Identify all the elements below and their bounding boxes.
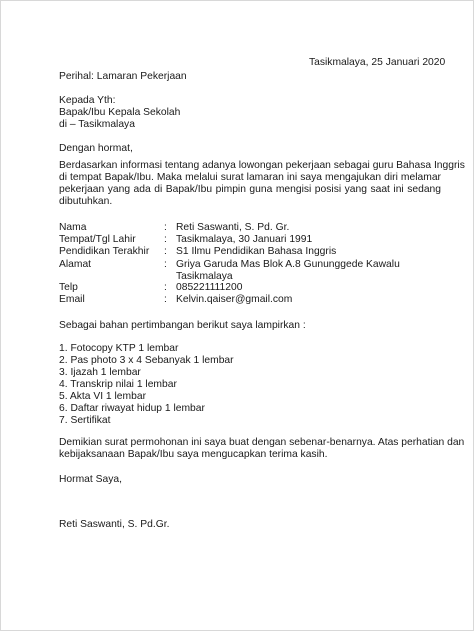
signature-name: Reti Saswanti, S. Pd.Gr. bbox=[59, 519, 170, 530]
closing-salutation: Hormat Saya, bbox=[59, 474, 122, 485]
detail-value-nama: Reti Saswanti, S. Pd. Gr. bbox=[176, 222, 290, 233]
recipient-line: di – Tasikmalaya bbox=[59, 119, 135, 130]
detail-label-telp: Telp bbox=[59, 282, 78, 293]
detail-colon: : bbox=[164, 246, 167, 257]
list-item: 4. Transkrip nilai 1 lembar bbox=[59, 379, 177, 390]
list-item: 3. Ijazah 1 lembar bbox=[59, 367, 141, 378]
paragraph-line: kebijaksanaan Bapak/Ibu saya mengucapkan terima kasih. bbox=[59, 449, 328, 460]
detail-colon: : bbox=[164, 259, 167, 270]
detail-label-alamat: Alamat bbox=[59, 259, 92, 270]
recipient-line: Kepada Yth: bbox=[59, 95, 116, 106]
detail-label-email: Email bbox=[59, 294, 85, 305]
list-item: 7. Sertifikat bbox=[59, 415, 111, 426]
paragraph-line: di tempat Bapak/Ibu. Maka melalui surat lamaran ini saya mengajukan diri melamar bbox=[59, 172, 441, 183]
greeting: Dengan hormat, bbox=[59, 143, 133, 154]
subject-line: Perihal: Lamaran Pekerjaan bbox=[59, 71, 187, 82]
detail-value-email: Kelvin.qaiser@gmail.com bbox=[176, 294, 293, 305]
paragraph-line: Berdasarkan informasi tentang adanya lowongan pekerjaan sebagai guru Bahasa Inggris bbox=[59, 160, 465, 171]
detail-label-ttl: Tempat/Tgl Lahir bbox=[59, 234, 136, 245]
detail-colon: : bbox=[164, 282, 167, 293]
detail-colon: : bbox=[164, 294, 167, 305]
list-item: 1. Fotocopy KTP 1 lembar bbox=[59, 343, 179, 354]
detail-value-alamat-cont: Tasikmalaya bbox=[176, 271, 233, 282]
detail-value-alamat: Griya Garuda Mas Blok A.8 Gununggede Kawalu bbox=[176, 259, 400, 270]
detail-value-telp: 085221111200 bbox=[176, 282, 243, 293]
detail-label-nama: Nama bbox=[59, 222, 87, 233]
detail-value-ttl: Tasikmalaya, 30 Januari 1991 bbox=[176, 234, 313, 245]
detail-value-pendidikan: S1 Ilmu Pendidikan Bahasa Inggris bbox=[176, 246, 337, 257]
list-item: 5. Akta VI 1 lembar bbox=[59, 391, 146, 402]
paragraph-line: dibutuhkan. bbox=[59, 196, 113, 207]
place-date: Tasikmalaya, 25 Januari 2020 bbox=[309, 57, 446, 68]
attachments-intro: Sebagai bahan pertimbangan berikut saya lampirkan : bbox=[59, 320, 306, 331]
list-item: 6. Daftar riwayat hidup 1 lembar bbox=[59, 403, 205, 414]
list-item: 2. Pas photo 3 x 4 Sebanyak 1 lembar bbox=[59, 355, 234, 366]
recipient-line: Bapak/Ibu Kepala Sekolah bbox=[59, 107, 181, 118]
paragraph-line: Demikian surat permohonan ini saya buat dengan sebenar-benarnya. Atas perhatian dan bbox=[59, 437, 465, 448]
detail-colon: : bbox=[164, 234, 167, 245]
detail-label-pendidikan: Pendidikan Terakhir bbox=[59, 246, 150, 257]
paragraph-line: pekerjaan yang ada di Bapak/Ibu pimpin guna mengisi posisi yang saat ini sedang bbox=[59, 184, 441, 195]
detail-colon: : bbox=[164, 222, 167, 233]
